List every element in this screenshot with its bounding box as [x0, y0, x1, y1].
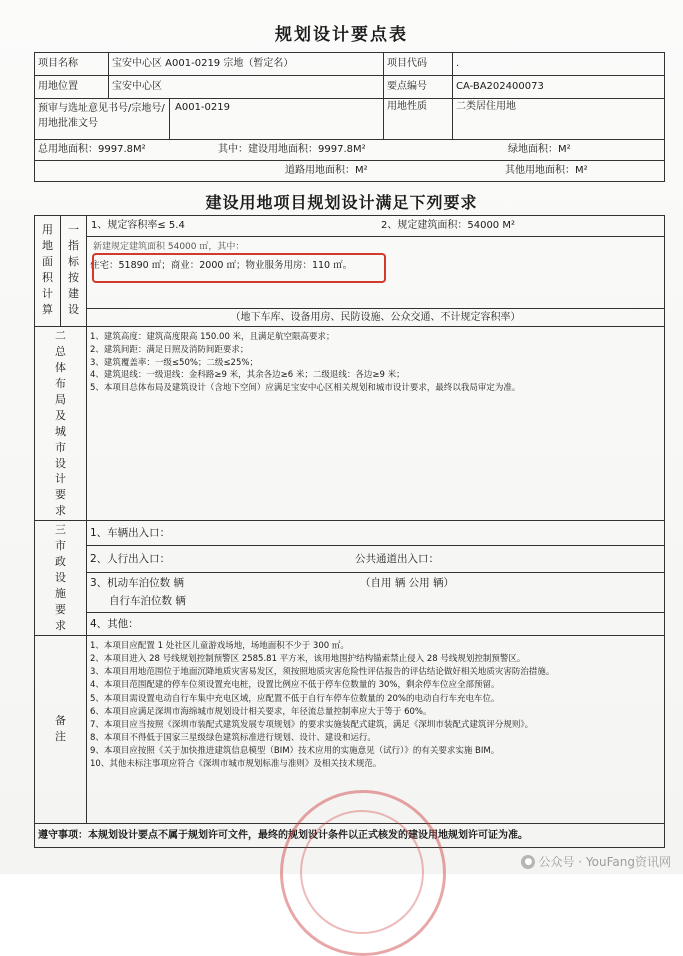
- land-use-label: 用地性质: [384, 99, 453, 140]
- wechat-icon: ●: [521, 855, 535, 869]
- notes-label: 备 注: [35, 635, 87, 823]
- pre-review-label: 预审与选址意见书号/宗地号/用地批准文号: [35, 99, 170, 139]
- area-label: 用地面积计算: [35, 216, 61, 327]
- vehicle-parking: 3、机动车泊位数 辆: [90, 577, 185, 590]
- pre-review-value: A001-0219: [175, 102, 230, 113]
- layout-requirements: [87, 327, 665, 521]
- site-location-value: 宝安中心区: [109, 76, 384, 99]
- building-area-requirement: 2、规定建筑面积：54000 M²: [381, 220, 515, 232]
- note-item: 8、本项目不得低于国家三星级绿色建筑标准进行规划、设计、建设和运行。: [90, 733, 376, 744]
- area-overline: 新建规定建筑面积 54000 ㎡，其中：: [93, 242, 245, 252]
- layout-item: 5、本项目总体布局及建筑设计（含地下空间）应满足宝安中心区相关规划和城市设计要求，最终以我局审定为准。: [90, 383, 521, 393]
- layout-item: 3、建筑覆盖率：一级≤50%；二级≤25%；: [90, 357, 258, 368]
- note-item: 2、本项目进入 28 号线规划控制预警区 2585.81 平方米，该用地围护结构锚索禁止侵入 28 号线规划控制预警区。: [90, 653, 526, 664]
- road-area: 道路用地面积：M²: [285, 165, 368, 177]
- municipal-label: 三 市政设施要求: [35, 521, 87, 636]
- note-item: 10、其他未标注事项应符合《深圳市城市规划标准与准则》及相关技术规范。: [90, 759, 382, 770]
- project-name-label: 项目名称: [35, 53, 109, 76]
- area-sub-label: 一 指标按建设: [61, 216, 87, 327]
- note-item: 9、本项目应按照《关于加快推进建筑信息模型（BIM）技术应用的实施意见（试行）》的有关要求实施 BIM。: [90, 746, 500, 757]
- layout-item: 1、建筑高度：建筑高度限高 150.00 米，且满足航空限高要求；: [90, 332, 335, 342]
- area-note: （地下车库、设备用房、民防设施、公众交通、不计规定容积率）: [87, 309, 665, 327]
- footer-notice: 遵守事项：本规划设计要点不属于规划许可文件，最终的规划设计条件以正式核发的建设用地规划许可证为准。: [35, 823, 665, 847]
- far-requirement: 1、规定容积率≤ 5.4: [91, 220, 185, 232]
- construction-area: 其中：建设用地面积：9997.8M²: [218, 144, 366, 156]
- layout-item: 4、建筑退线：一级退线：金科路≥9 米，其余各边≥6 米；二级退线：各边≥9 米；: [90, 370, 405, 381]
- site-location-label: 用地位置: [35, 76, 109, 99]
- pedestrian-entry: 2、人行出入口：: [90, 553, 171, 565]
- self-use-parking: （自用 辆 公用 辆）: [360, 577, 455, 590]
- document-title: 规划设计要点表: [275, 25, 408, 45]
- project-code-label: 项目代码: [384, 53, 453, 76]
- section-title: 建设用地项目规划设计满足下列要求: [205, 193, 478, 212]
- bike-parking: 自行车泊位数 辆: [109, 595, 186, 608]
- project-name-value: 宝安中心区 A001-0219 宗地（暂定名）: [109, 53, 384, 76]
- official-stamp-inner: [300, 810, 424, 934]
- note-item: 6、本项目应满足深圳市海绵城市规划设计相关要求，年径流总量控制率应大于等于 60%。: [90, 706, 432, 717]
- note-item: 3、本项目用地范围位于地面沉降地质灾害易发区，须按照地质灾害危险性评估报告的评估结论做好相关地质灾害防治措施。: [90, 667, 555, 678]
- key-number-value: CA-BA202400073: [453, 76, 665, 99]
- layout-label: 二 总体布局及城市设计要求: [35, 327, 87, 521]
- layout-item: 2、建筑间距：满足日照及消防间距要求；: [90, 344, 249, 355]
- area-breakdown: 住宅：51890 ㎡；商业：2000 ㎡；物业服务用房：110 ㎡。: [90, 260, 353, 271]
- vehicle-entry: 1、车辆出入口：: [87, 521, 665, 546]
- other-requirement: 4、其他：: [87, 612, 665, 635]
- project-code-value: .: [453, 53, 665, 76]
- highlight-box: [92, 253, 386, 283]
- watermark-text: 公众号 · YouFang资讯网: [538, 855, 671, 869]
- key-number-label: 要点编号: [384, 76, 453, 99]
- watermark: [521, 853, 671, 870]
- note-item: 1、本项目应配置 1 处社区儿童游戏场地，场地面积不少于 300 ㎡。: [90, 640, 349, 651]
- land-use-value: 二类居住用地: [453, 99, 665, 140]
- requirements-table: [34, 215, 665, 848]
- green-area: 绿地面积：M²: [508, 144, 571, 156]
- note-item: 4、本项目范围配建的停车位须设置充电桩，设置比例应不低于停车位数量的 30%，剩余停车位应全部预留。: [90, 680, 500, 691]
- total-area: 总用地面积：9997.8M²: [38, 144, 146, 156]
- other-area: 其他用地面积：M²: [505, 165, 588, 177]
- info-table: [34, 52, 665, 182]
- public-passage: 公共通道出入口：: [355, 553, 439, 565]
- note-item: 5、本项目需设置电动自行车集中充电区域，应配置不低于自行车停车位数量的 20%的电动自行车充电车位。: [90, 693, 500, 704]
- note-item: 7、本项目应当按照《深圳市装配式建筑发展专项规划》的要求实施装配式建筑，满足《深圳市装配式建筑评分规则》。: [90, 719, 534, 730]
